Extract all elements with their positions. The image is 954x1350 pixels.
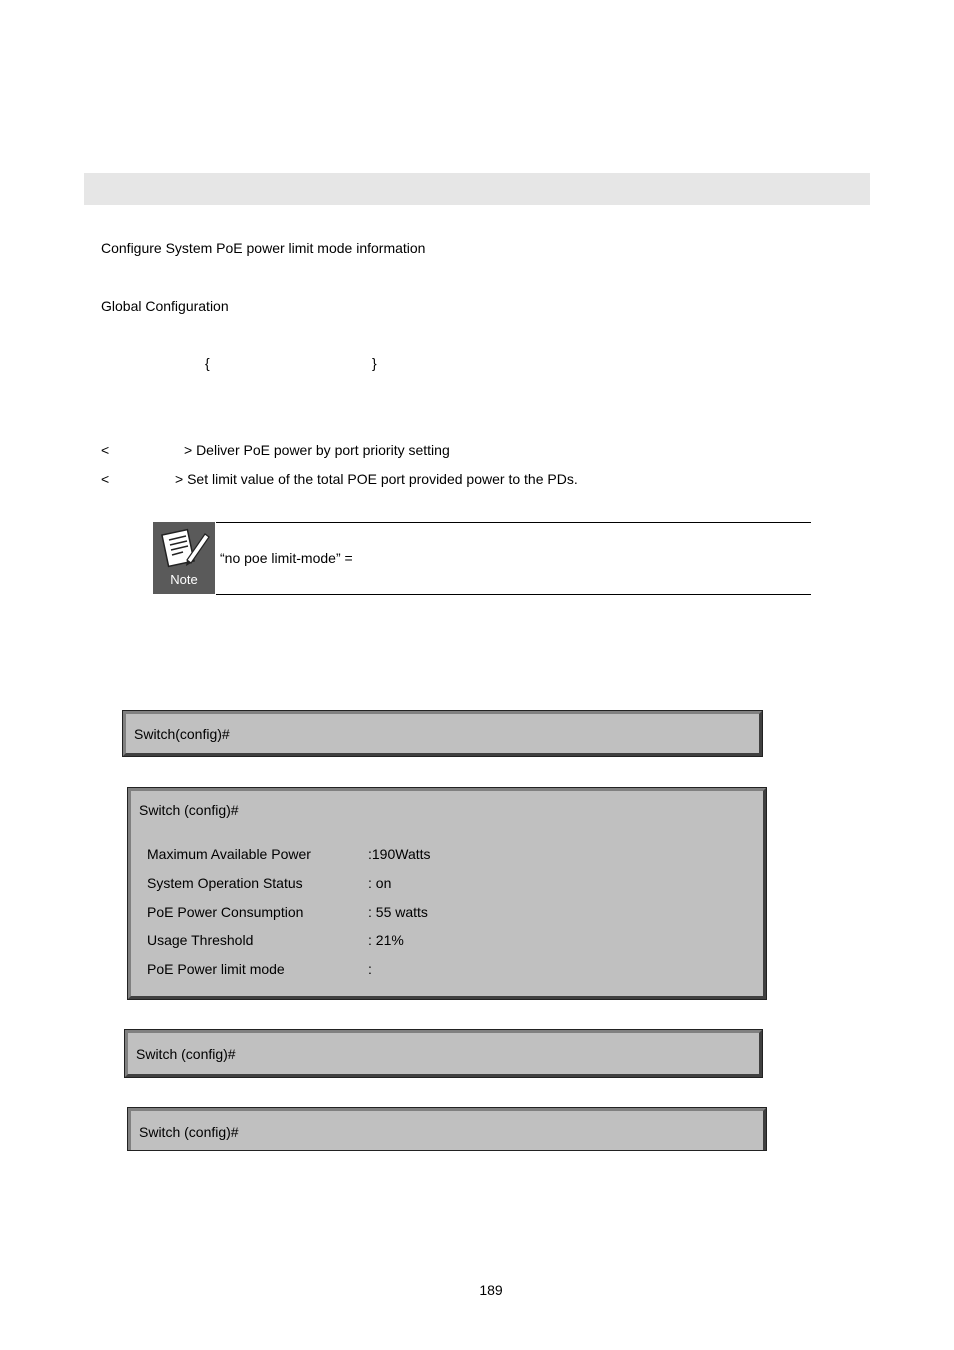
note-icon — [153, 522, 215, 594]
note-top-rule — [216, 522, 811, 523]
status-value: : 55 watts — [368, 904, 428, 920]
status-value: :190Watts — [368, 846, 431, 862]
status-value: : on — [368, 875, 392, 891]
parameter-description: > Set limit value of the total POE port provided power to the PDs. — [175, 471, 578, 487]
status-value: : — [368, 961, 372, 977]
cli-prompt: Switch (config)# — [139, 1124, 239, 1140]
syntax-brace-close: } — [372, 355, 377, 371]
parameter-bracket: < — [101, 442, 110, 458]
cli-prompt: Switch(config)# — [134, 726, 230, 742]
status-key: Usage Threshold — [147, 932, 254, 948]
cli-prompt: Switch (config)# — [139, 802, 239, 818]
status-key: System Operation Status — [147, 875, 303, 891]
note-icon-label: Note — [170, 572, 198, 587]
status-key: Maximum Available Power — [147, 846, 311, 862]
command-description: Configure System PoE power limit mode information — [101, 240, 426, 256]
parameter-bracket: < — [101, 471, 110, 487]
section-heading-bar — [84, 173, 870, 205]
page-number: 189 — [479, 1282, 503, 1298]
cli-status-box — [128, 788, 766, 999]
status-key: PoE Power Consumption — [147, 904, 304, 920]
cli-example-box — [123, 711, 762, 756]
cli-example-box — [125, 1030, 762, 1077]
note-text: “no poe limit-mode” = — [220, 550, 353, 566]
status-key: PoE Power limit mode — [147, 961, 285, 977]
parameter-description: > Deliver PoE power by port priority setting — [184, 442, 450, 458]
status-value: : 21% — [368, 932, 404, 948]
note-bottom-rule — [216, 594, 811, 595]
cli-example-box — [128, 1108, 766, 1150]
command-mode: Global Configuration — [101, 298, 229, 314]
cli-prompt: Switch (config)# — [136, 1046, 236, 1062]
syntax-brace-open: { — [205, 355, 210, 371]
